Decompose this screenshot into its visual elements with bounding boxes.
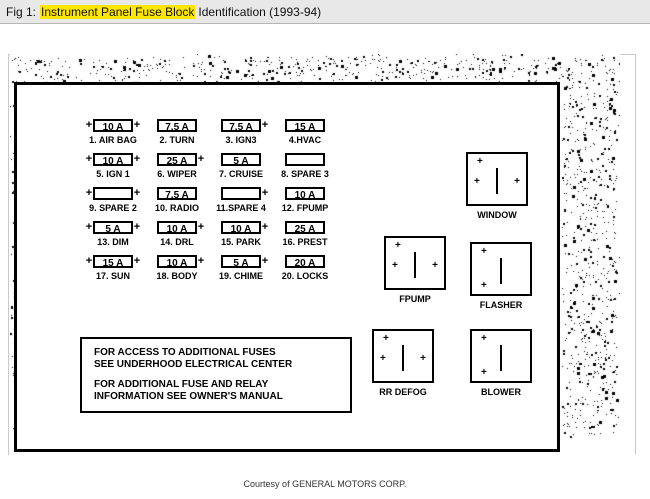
fuse-rating-box: 5 A xyxy=(93,221,133,234)
terminal-plus-right-icon: + xyxy=(261,220,269,233)
fuse-cell xyxy=(210,151,272,179)
relay-box xyxy=(470,329,532,383)
fuse-label: 12. FPUMP xyxy=(281,203,329,213)
fuse-label: 4.HVAC xyxy=(288,135,322,145)
relay-center-bar xyxy=(496,168,498,194)
relay-box xyxy=(470,242,532,296)
relay-caption: FPUMP xyxy=(399,294,431,304)
fuse-label: 18. BODY xyxy=(156,271,198,281)
fuse-rating-box xyxy=(221,187,261,200)
terminal-plus-right-icon: + xyxy=(133,254,141,267)
fuse-row xyxy=(82,117,342,145)
fuse-row xyxy=(82,253,342,281)
fuse-label: 20. LOCKS xyxy=(281,271,329,281)
fuse-label: 5. IGN 1 xyxy=(96,169,130,179)
fuse-cell xyxy=(82,117,144,145)
fuse-rating-box: 10 A xyxy=(157,255,197,268)
fuse-row xyxy=(82,151,342,179)
fuse-row xyxy=(82,219,342,247)
note-line-1: FOR ACCESS TO ADDITIONAL FUSES xyxy=(94,347,276,358)
terminal-plus-right-icon: + xyxy=(261,186,269,199)
fuse-terminal-group xyxy=(210,151,272,167)
terminal-plus-right-icon: + xyxy=(197,152,205,165)
terminal-plus-right-icon: + xyxy=(261,254,269,267)
fuse-cell xyxy=(274,219,336,247)
note-spacer xyxy=(94,371,350,379)
fuse-cell xyxy=(274,117,336,145)
fuse-label: 7. CRUISE xyxy=(218,169,263,179)
relay-center-bar xyxy=(500,258,502,284)
figure-image xyxy=(0,24,650,479)
fuse-label: 8. SPARE 3 xyxy=(281,169,329,179)
fuse-cell xyxy=(274,151,336,179)
fuse-terminal-group xyxy=(146,185,208,201)
fuse-grid xyxy=(82,117,342,287)
fuse-rating-box xyxy=(93,187,133,200)
relay-plus-bottom-icon: + xyxy=(481,280,487,291)
fuse-cell xyxy=(146,151,208,179)
fuse-terminal-group xyxy=(146,253,208,269)
fuse-label: 14. DRL xyxy=(160,237,194,247)
fuse-cell xyxy=(82,219,144,247)
terminal-plus-left-icon: + xyxy=(85,254,93,267)
relay-plus-left-icon: + xyxy=(380,353,386,364)
fuse-rating-box: 15 A xyxy=(285,119,325,132)
relay-box xyxy=(372,329,434,383)
fuse-rating-box: 20 A xyxy=(285,255,325,268)
figure-title-highlighted: Instrument Panel Fuse Block xyxy=(41,4,195,19)
note-line-3: FOR ADDITIONAL FUSE AND RELAY xyxy=(94,379,269,390)
fuse-label: 10. RADIO xyxy=(154,203,199,213)
fuse-cell xyxy=(82,253,144,281)
fuse-label: 17. SUN xyxy=(95,271,130,281)
fuse-label: 2. TURN xyxy=(159,135,195,145)
fuse-terminal-group xyxy=(210,117,272,133)
terminal-plus-right-icon: + xyxy=(133,186,141,199)
terminal-plus-right-icon: + xyxy=(133,220,141,233)
fuse-label: 15. PARK xyxy=(221,237,261,247)
figure-title-rest: Identification (1993-94) xyxy=(198,4,322,19)
fuse-cell xyxy=(274,185,336,213)
relay-center-bar xyxy=(500,345,502,371)
relay-plus-top-icon: + xyxy=(383,333,389,344)
terminal-plus-left-icon: + xyxy=(85,152,93,165)
relay-plus-left-icon: + xyxy=(392,260,398,271)
relay-caption: WINDOW xyxy=(477,210,517,220)
relay-caption: FLASHER xyxy=(479,300,523,310)
relay-plus-right-icon: + xyxy=(514,176,520,187)
relay-center-bar xyxy=(414,252,416,278)
relay-plus-left-icon: + xyxy=(474,176,480,187)
fuse-cell xyxy=(210,219,272,247)
fuse-terminal-group xyxy=(146,151,208,167)
note-line-4: INFORMATION SEE OWNER'S MANUAL xyxy=(94,391,283,402)
fuse-rating-box: 5 A xyxy=(221,153,261,166)
fuse-row xyxy=(82,185,342,213)
fuse-rating-box: 10 A xyxy=(285,187,325,200)
fuse-label: 19. CHIME xyxy=(218,271,263,281)
fuse-terminal-group xyxy=(210,219,272,235)
relay-plus-top-icon: + xyxy=(395,240,401,251)
fuse-cell xyxy=(210,253,272,281)
fuse-terminal-group xyxy=(274,219,336,235)
fuse-rating-box: 25 A xyxy=(285,221,325,234)
fuse-rating-box: 10 A xyxy=(93,153,133,166)
terminal-plus-left-icon: + xyxy=(85,186,93,199)
fuse-cell xyxy=(146,117,208,145)
fuse-label: 1. AIR BAG xyxy=(89,135,137,145)
relay-plus-bottom-icon: + xyxy=(481,367,487,378)
relay-box xyxy=(384,236,446,290)
terminal-plus-right-icon: + xyxy=(133,118,141,131)
fuse-cell xyxy=(274,253,336,281)
fuse-cell xyxy=(146,253,208,281)
note-line-2: SEE UNDERHOOD ELECTRICAL CENTER xyxy=(94,359,293,370)
fuse-cell xyxy=(82,151,144,179)
figure-footer-area xyxy=(0,455,650,499)
terminal-plus-right-icon: + xyxy=(197,220,205,233)
fuse-terminal-group xyxy=(210,185,272,201)
fuse-terminal-group xyxy=(274,117,336,133)
note-box xyxy=(80,337,352,413)
relay-center-bar xyxy=(402,345,404,371)
figure-number: Fig 1: xyxy=(6,4,37,19)
fuse-rating-box: 25 A xyxy=(157,153,197,166)
fuse-rating-box: 7.5 A xyxy=(157,187,197,200)
fuse-terminal-group xyxy=(146,117,208,133)
fuse-label: 3. IGN3 xyxy=(225,135,257,145)
fuse-rating-box: 10 A xyxy=(157,221,197,234)
fuse-terminal-group xyxy=(274,185,336,201)
fuse-terminal-group xyxy=(82,151,144,167)
fuse-terminal-group xyxy=(210,253,272,269)
fuse-label: 9. SPARE 2 xyxy=(89,203,137,213)
relay-caption: BLOWER xyxy=(481,387,521,397)
fuse-terminal-group xyxy=(274,253,336,269)
relay-plus-top-icon: + xyxy=(481,333,487,344)
fuse-rating-box: 7.5 A xyxy=(221,119,261,132)
fuse-cell xyxy=(210,117,272,145)
fuse-cell xyxy=(210,185,272,213)
relay-plus-top-icon: + xyxy=(477,156,483,167)
fuse-rating-box: 15 A xyxy=(93,255,133,268)
fuse-label: 6. WIPER xyxy=(157,169,197,179)
relay-plus-right-icon: + xyxy=(420,353,426,364)
fuse-terminal-group xyxy=(82,219,144,235)
fuse-cell xyxy=(146,219,208,247)
terminal-plus-right-icon: + xyxy=(133,152,141,165)
relay-plus-top-icon: + xyxy=(481,246,487,257)
fuse-label: 13. DIM xyxy=(97,237,129,247)
fuse-label: 16. PREST xyxy=(282,237,328,247)
relay-plus-right-icon: + xyxy=(432,260,438,271)
fuse-terminal-group xyxy=(82,117,144,133)
fuse-rating-box: 10 A xyxy=(93,119,133,132)
fuse-rating-box: 5 A xyxy=(221,255,261,268)
terminal-plus-right-icon: + xyxy=(261,118,269,131)
fuse-rating-box xyxy=(285,153,325,166)
fuse-cell xyxy=(82,185,144,213)
fuse-terminal-group xyxy=(82,185,144,201)
figure-caption-bar xyxy=(0,0,650,24)
terminal-plus-left-icon: + xyxy=(85,220,93,233)
terminal-plus-left-icon: + xyxy=(85,118,93,131)
relay-caption: RR DEFOG xyxy=(379,387,427,397)
fuse-rating-box: 7.5 A xyxy=(157,119,197,132)
fuse-cell xyxy=(146,185,208,213)
fuse-terminal-group xyxy=(82,253,144,269)
fuse-rating-box: 10 A xyxy=(221,221,261,234)
fuse-terminal-group xyxy=(274,151,336,167)
relay-box xyxy=(466,152,528,206)
terminal-plus-right-icon: + xyxy=(197,254,205,267)
courtesy-text: Courtesy of GENERAL MOTORS CORP. xyxy=(243,479,407,489)
fuse-terminal-group xyxy=(146,219,208,235)
fuse-label: 11.SPARE 4 xyxy=(216,203,266,213)
